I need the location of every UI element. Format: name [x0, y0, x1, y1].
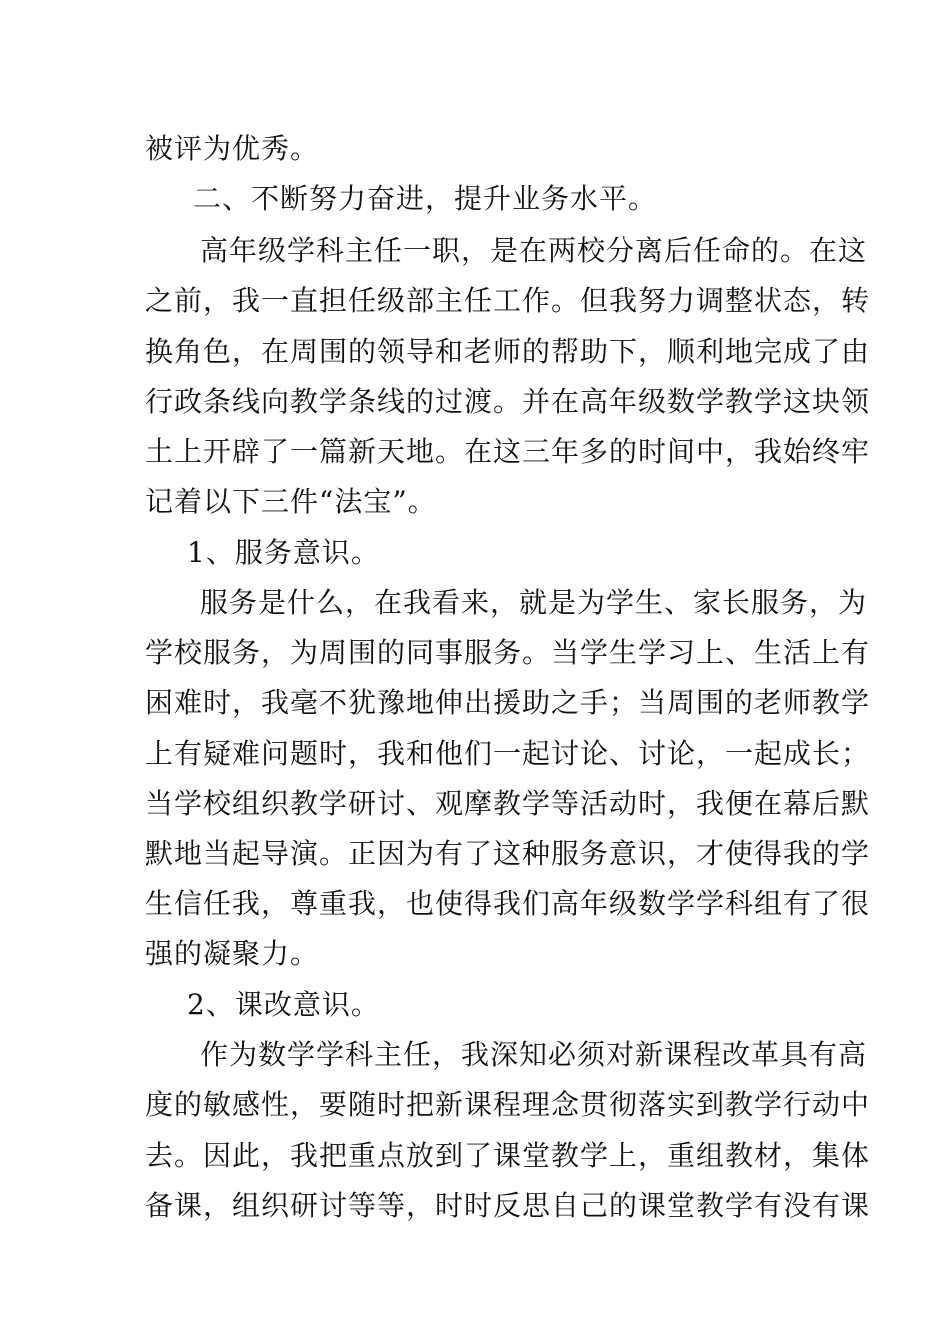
paragraph-line: 土上开辟了一篇新天地。在这三年多的时间中，我始终牢 — [145, 435, 871, 468]
paragraph-line: 困难时，我毫不犹豫地伸出援助之手；当周围的老师教学 — [145, 686, 871, 719]
paragraph-line: 服务是什么，在我看来，就是为学生、家长服务，为 — [200, 586, 868, 619]
paragraph-line: 上有疑难问题时，我和他们一起讨论、讨论，一起成长； — [145, 737, 871, 770]
paragraph-line: 被评为优秀。 — [145, 132, 320, 165]
subsection-heading: 2、课改意识。 — [187, 988, 380, 1021]
subsection-heading: 1、服务意识。 — [187, 536, 380, 569]
paragraph-line: 高年级学科主任一职，是在两校分离后任命的。在这 — [200, 234, 868, 267]
paragraph-line: 作为数学学科主任，我深知必须对新课程改革具有高 — [200, 1038, 868, 1071]
paragraph-line: 备课，组织研讨等等，时时反思自己的课堂教学有没有课 — [145, 1189, 871, 1222]
paragraph-line: 去。因此，我把重点放到了课堂教学上，重组教材，集体 — [145, 1139, 871, 1172]
paragraph-line: 之前，我一直担任级部主任工作。但我努力调整状态，转 — [145, 284, 871, 317]
paragraph-line: 记着以下三件“法宝”。 — [145, 485, 437, 518]
paragraph-line: 强的凝聚力。 — [145, 937, 320, 970]
paragraph-line: 默地当起导演。正因为有了这种服务意识，才使得我的学 — [145, 837, 871, 870]
section-heading: 二、不断努力奋进，提升业务水平。 — [193, 182, 658, 215]
paragraph-line: 换角色，在周围的领导和老师的帮助下，顺利地完成了由 — [145, 335, 871, 368]
paragraph-line: 度的敏感性，要随时把新课程理念贯彻落实到教学行动中 — [145, 1088, 871, 1121]
paragraph-line: 行政条线向教学条线的过渡。并在高年级数学教学这块领 — [145, 385, 871, 418]
paragraph-line: 学校服务，为周围的同事服务。当学生学习上、生活上有 — [145, 636, 871, 669]
paragraph-line: 当学校组织教学研讨、观摩教学等活动时，我便在幕后默 — [145, 787, 871, 820]
paragraph-line: 生信任我，尊重我，也使得我们高年级数学学科组有了很 — [145, 887, 871, 920]
